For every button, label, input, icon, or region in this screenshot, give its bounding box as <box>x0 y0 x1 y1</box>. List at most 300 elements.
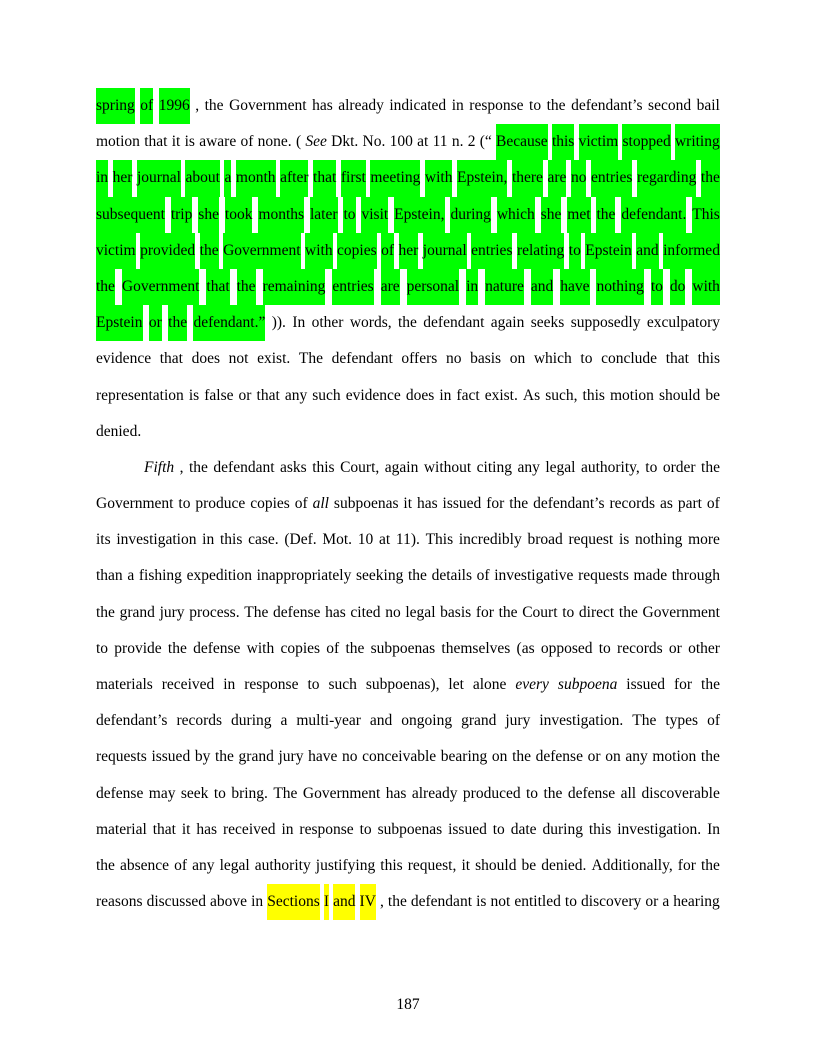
highlighted-word: met <box>567 197 590 233</box>
word: grand <box>119 603 155 621</box>
word: through <box>671 567 720 585</box>
word: this <box>380 856 403 874</box>
highlighted-word: Epstein, <box>394 197 444 233</box>
text-line <box>96 160 720 196</box>
highlighted-word: she <box>198 197 219 233</box>
word: in <box>451 97 464 114</box>
word: above <box>210 893 248 911</box>
highlighted-word: her <box>113 160 133 196</box>
word: other <box>311 314 344 332</box>
word: See <box>305 133 327 151</box>
word: the <box>700 856 720 874</box>
word: for <box>475 603 494 621</box>
text-line <box>96 739 720 775</box>
text-line <box>96 776 720 812</box>
word: types <box>665 712 699 730</box>
word: other <box>688 639 720 657</box>
highlighted-word: journal <box>137 160 181 196</box>
word: it <box>181 820 191 838</box>
word: without <box>423 458 472 476</box>
word: subpoenas <box>370 639 436 657</box>
word: a <box>127 567 135 585</box>
word: basis <box>440 603 472 621</box>
word: process. <box>189 603 240 621</box>
word: the <box>618 603 638 621</box>
word: have <box>308 748 338 766</box>
word: again <box>384 458 419 476</box>
word: , <box>379 893 384 911</box>
word: during <box>542 820 583 838</box>
word: cited <box>350 603 381 621</box>
word: the <box>96 603 115 621</box>
text-line <box>96 197 720 233</box>
word: no <box>445 350 462 368</box>
word: As <box>522 386 541 404</box>
word: to <box>564 893 577 911</box>
word: already <box>411 784 458 802</box>
word: investigation <box>116 531 197 549</box>
word: records <box>176 712 223 730</box>
word: request <box>568 531 614 549</box>
word: , <box>179 458 184 476</box>
word: jury <box>505 712 531 730</box>
highlighted-word: Government <box>122 269 199 305</box>
word: reasons <box>96 893 143 911</box>
highlighted-word: nothing <box>596 269 643 305</box>
word: date <box>510 820 537 838</box>
word: this <box>588 820 612 838</box>
word: all <box>312 495 329 513</box>
word: issued <box>442 495 482 513</box>
word: nothing <box>635 531 683 549</box>
word: at <box>417 133 429 151</box>
word: authority <box>254 856 311 874</box>
word: be <box>705 386 720 404</box>
word: response <box>299 820 354 838</box>
text-line <box>96 703 720 739</box>
word: issued <box>626 676 666 693</box>
word: should <box>475 856 517 874</box>
word: denied. <box>541 856 587 874</box>
word: for <box>673 676 693 693</box>
word: evidence <box>96 350 152 368</box>
word: with <box>246 639 275 657</box>
highlighted-word: after <box>280 160 308 196</box>
highlighted-word: that <box>206 269 229 305</box>
word: this <box>312 458 335 476</box>
word: the <box>214 748 234 766</box>
highlighted-word: Because <box>496 124 548 160</box>
word: conclude <box>601 350 658 368</box>
highlighted-word: no <box>571 160 587 196</box>
word: case. <box>248 531 279 549</box>
word: the <box>701 676 720 693</box>
word: bearing <box>440 748 488 766</box>
highlighted-word: are <box>548 160 567 196</box>
word: copies <box>280 639 321 657</box>
word: alone <box>472 676 507 693</box>
word: requests <box>578 567 629 585</box>
highlighted-word: the <box>96 269 115 305</box>
word: conceivable <box>362 748 437 766</box>
highlighted-word: Government <box>223 233 300 269</box>
word: in <box>439 386 452 404</box>
highlighted-word: and <box>333 884 355 920</box>
highlighted-word: of <box>140 88 153 124</box>
word: In <box>707 820 720 838</box>
highlighted-word: entries <box>332 269 373 305</box>
highlighted-word: in <box>96 160 108 196</box>
highlighted-word: she <box>541 197 562 233</box>
word: of <box>326 639 340 657</box>
text-line <box>96 522 720 558</box>
word: does <box>191 350 221 368</box>
highlighted-word: trip <box>171 197 193 233</box>
highlighted-word: took <box>225 197 253 233</box>
text-line <box>96 884 720 920</box>
word: is <box>188 386 200 404</box>
word: subpoenas <box>333 495 399 513</box>
highlighted-word: the <box>200 233 219 269</box>
highlighted-word: the <box>701 160 720 196</box>
word: of <box>240 133 254 151</box>
text-line <box>96 124 720 160</box>
highlighted-word: relating <box>517 233 564 269</box>
word: of <box>476 567 490 585</box>
word: In <box>292 314 306 332</box>
highlighted-word: do <box>670 269 686 305</box>
word: opposed <box>540 639 593 657</box>
word: subpoenas), <box>365 676 440 693</box>
word: has <box>385 784 407 802</box>
word: does <box>405 386 435 404</box>
word: exist. <box>484 386 518 404</box>
word: any <box>284 386 308 404</box>
word: that <box>665 350 689 368</box>
word: entitled <box>514 893 561 911</box>
word: let <box>448 676 464 693</box>
highlighted-word: journal <box>423 233 467 269</box>
highlighted-word: provided <box>140 233 195 269</box>
word: such, <box>545 386 578 404</box>
word: defendant <box>423 314 485 332</box>
highlighted-word: remaining <box>263 269 326 305</box>
word: material <box>96 820 147 838</box>
word: investigation. <box>617 820 702 838</box>
word: to <box>598 639 611 657</box>
word: inappropriately <box>256 567 352 585</box>
word: this <box>582 386 605 404</box>
word: motion <box>652 748 697 766</box>
word: the <box>397 314 417 332</box>
highlighted-word: visit <box>361 197 388 233</box>
word: discoverable <box>641 784 720 802</box>
word: defendant <box>213 458 275 476</box>
word: evidence <box>345 386 401 404</box>
word: to <box>307 676 320 693</box>
word: the <box>188 458 208 476</box>
highlighted-word: are <box>381 269 400 305</box>
word: defense <box>535 748 583 766</box>
word: defendant’s <box>533 495 605 513</box>
word: received <box>161 676 215 693</box>
word: bail <box>696 97 720 114</box>
word: absence <box>120 856 170 874</box>
word: part <box>677 495 702 513</box>
highlighted-word: during <box>450 197 490 233</box>
text-line <box>96 305 720 341</box>
highlighted-word: Epstein <box>585 233 632 269</box>
highlighted-word: a <box>224 160 231 196</box>
word: it <box>461 856 471 874</box>
word: is <box>618 531 630 549</box>
word: or <box>587 748 601 766</box>
word: of <box>174 856 188 874</box>
highlighted-word: This <box>692 197 720 233</box>
word: to <box>359 820 372 838</box>
word: exist. <box>257 350 291 368</box>
word: made <box>633 567 668 585</box>
text-line <box>96 558 720 594</box>
text-line <box>96 486 720 522</box>
word: be <box>521 856 537 874</box>
highlighted-word: have <box>560 269 589 305</box>
word: themselves <box>441 639 511 657</box>
word: the <box>387 893 407 911</box>
highlighted-word: about <box>185 160 219 196</box>
word: provide <box>114 639 162 657</box>
word: response <box>469 97 524 114</box>
word: seek <box>180 784 209 802</box>
word: that <box>144 133 168 151</box>
word: of <box>707 712 720 730</box>
highlighted-word: meeting <box>370 160 420 196</box>
word: that <box>256 386 280 404</box>
word: to <box>645 458 658 476</box>
word: Fifth <box>144 458 175 476</box>
word: , <box>195 97 200 114</box>
highlighted-word: there <box>512 160 543 196</box>
word: during <box>231 712 272 730</box>
word: the <box>96 856 115 874</box>
highlighted-word: months <box>258 197 304 233</box>
word: the <box>543 784 563 802</box>
word: already <box>338 97 384 114</box>
word: discussed <box>146 893 206 911</box>
text-line <box>96 88 720 124</box>
word: on <box>491 748 508 766</box>
word: of <box>294 495 308 513</box>
word: issued <box>448 820 487 838</box>
word: Additionally, <box>591 856 673 874</box>
word: in <box>223 676 236 693</box>
word: motion <box>96 133 140 151</box>
word: for <box>486 495 505 513</box>
word: defendant’s <box>571 97 643 114</box>
word: (Def. <box>284 531 317 549</box>
word: such <box>312 386 341 404</box>
word: has <box>325 603 346 621</box>
text-line <box>96 233 720 269</box>
word: bring. <box>231 784 268 802</box>
word: has <box>416 495 438 513</box>
word: its <box>96 531 111 549</box>
word: investigative <box>494 567 574 585</box>
word: by <box>194 748 211 766</box>
highlighted-word: entries <box>591 160 632 196</box>
text-line <box>96 667 720 703</box>
highlighted-word: personal <box>407 269 460 305</box>
text-line <box>96 378 720 414</box>
word: defense <box>193 639 241 657</box>
highlighted-word: to <box>343 197 355 233</box>
word: broad <box>527 531 563 549</box>
word: basis <box>470 350 502 368</box>
word: The <box>298 350 324 368</box>
word: denied. <box>96 422 142 440</box>
highlighted-word: with <box>305 233 333 269</box>
word: than <box>96 567 123 585</box>
highlighted-word: to <box>569 233 581 269</box>
word: order <box>662 458 696 476</box>
word: jury <box>159 603 185 621</box>
highlighted-word: month <box>236 160 276 196</box>
text-line <box>96 341 720 377</box>
word: in <box>281 820 294 838</box>
highlighted-word: her <box>399 233 419 269</box>
word: is <box>476 893 487 911</box>
word: in <box>202 531 215 549</box>
word: defendant <box>410 893 472 911</box>
highlighted-word: defendant.” <box>193 305 265 341</box>
word: 11). <box>395 531 420 549</box>
word: aware <box>199 133 237 151</box>
word: the <box>345 639 365 657</box>
word: second <box>648 97 692 114</box>
word: the <box>498 603 518 621</box>
word: this <box>697 350 720 368</box>
highlighted-word: spring <box>96 88 135 124</box>
highlighted-word: Sections <box>267 884 320 920</box>
word: details <box>431 567 473 585</box>
word: ongoing <box>401 712 453 730</box>
word: supposedly <box>570 314 641 332</box>
highlighted-word: 1996 <box>159 88 190 124</box>
word: grand <box>461 712 497 730</box>
word: legal <box>545 458 576 476</box>
highlighted-word: the <box>168 305 187 341</box>
word: no <box>385 603 401 621</box>
word: n. <box>451 133 464 151</box>
word: all <box>620 784 637 802</box>
word: 2 <box>467 133 476 151</box>
word: investigation. <box>539 712 624 730</box>
text-line <box>96 848 720 884</box>
highlighted-word: first <box>341 160 366 196</box>
word: any <box>192 856 215 874</box>
word: response <box>244 676 299 693</box>
word: The <box>632 712 657 730</box>
text-line <box>96 414 720 450</box>
word: )). <box>271 314 286 332</box>
word: expedition <box>186 567 252 585</box>
word: Dkt. <box>331 133 359 151</box>
word: to <box>96 639 109 657</box>
word: representation <box>96 386 184 404</box>
word: to <box>580 350 593 368</box>
text-line <box>96 450 720 486</box>
word: copies <box>250 495 290 513</box>
word: fishing <box>138 567 182 585</box>
word: or <box>645 893 659 911</box>
word: to <box>529 97 542 114</box>
word: issued <box>151 748 191 766</box>
word: not <box>228 350 249 368</box>
highlighted-word: nature <box>485 269 524 305</box>
word: received <box>223 820 276 838</box>
word: to <box>562 603 575 621</box>
highlighted-word: copies <box>337 233 377 269</box>
word: Court <box>522 603 558 621</box>
word: it <box>403 495 413 513</box>
word: indicated <box>389 97 447 114</box>
word: The <box>244 603 269 621</box>
page-number: 187 <box>396 996 420 1013</box>
word: produced <box>462 784 521 802</box>
highlighted-word: Epstein, <box>457 160 507 196</box>
highlighted-word: informed <box>663 233 720 269</box>
highlighted-word: the <box>237 269 256 305</box>
word: records <box>609 495 656 513</box>
word: the <box>512 748 531 766</box>
word: which <box>533 350 572 368</box>
highlighted-word: I <box>324 884 329 920</box>
word: direct <box>578 603 615 621</box>
word: not <box>490 893 511 911</box>
word: request, <box>407 856 457 874</box>
word: (“ <box>479 133 492 151</box>
word: the <box>407 567 427 585</box>
word: to <box>213 784 226 802</box>
word: more <box>688 531 720 549</box>
highlighted-word: Epstein <box>96 305 143 341</box>
word: seeks <box>530 314 565 332</box>
word: the <box>700 748 720 766</box>
word: materials <box>96 676 153 693</box>
highlighted-word: with <box>425 160 453 196</box>
word: to <box>526 784 539 802</box>
word: jury <box>278 748 304 766</box>
word: asks <box>280 458 307 476</box>
highlighted-word: and <box>531 269 553 305</box>
text-line <box>96 812 720 848</box>
highlighted-word: entries <box>471 233 512 269</box>
highlighted-word: victim <box>96 233 136 269</box>
word: defense <box>96 784 144 802</box>
highlighted-word: victim <box>579 124 619 160</box>
word: and <box>369 712 393 730</box>
highlighted-word: stopped <box>622 124 670 160</box>
word: discovery <box>581 893 642 911</box>
word: as <box>660 495 673 513</box>
highlighted-word: writing <box>675 124 720 160</box>
highlighted-word: of <box>381 233 394 269</box>
word: exculpatory <box>646 314 720 332</box>
word: Court, <box>340 458 380 476</box>
text-line <box>96 631 720 667</box>
word: it <box>171 133 181 151</box>
word: that <box>159 350 183 368</box>
